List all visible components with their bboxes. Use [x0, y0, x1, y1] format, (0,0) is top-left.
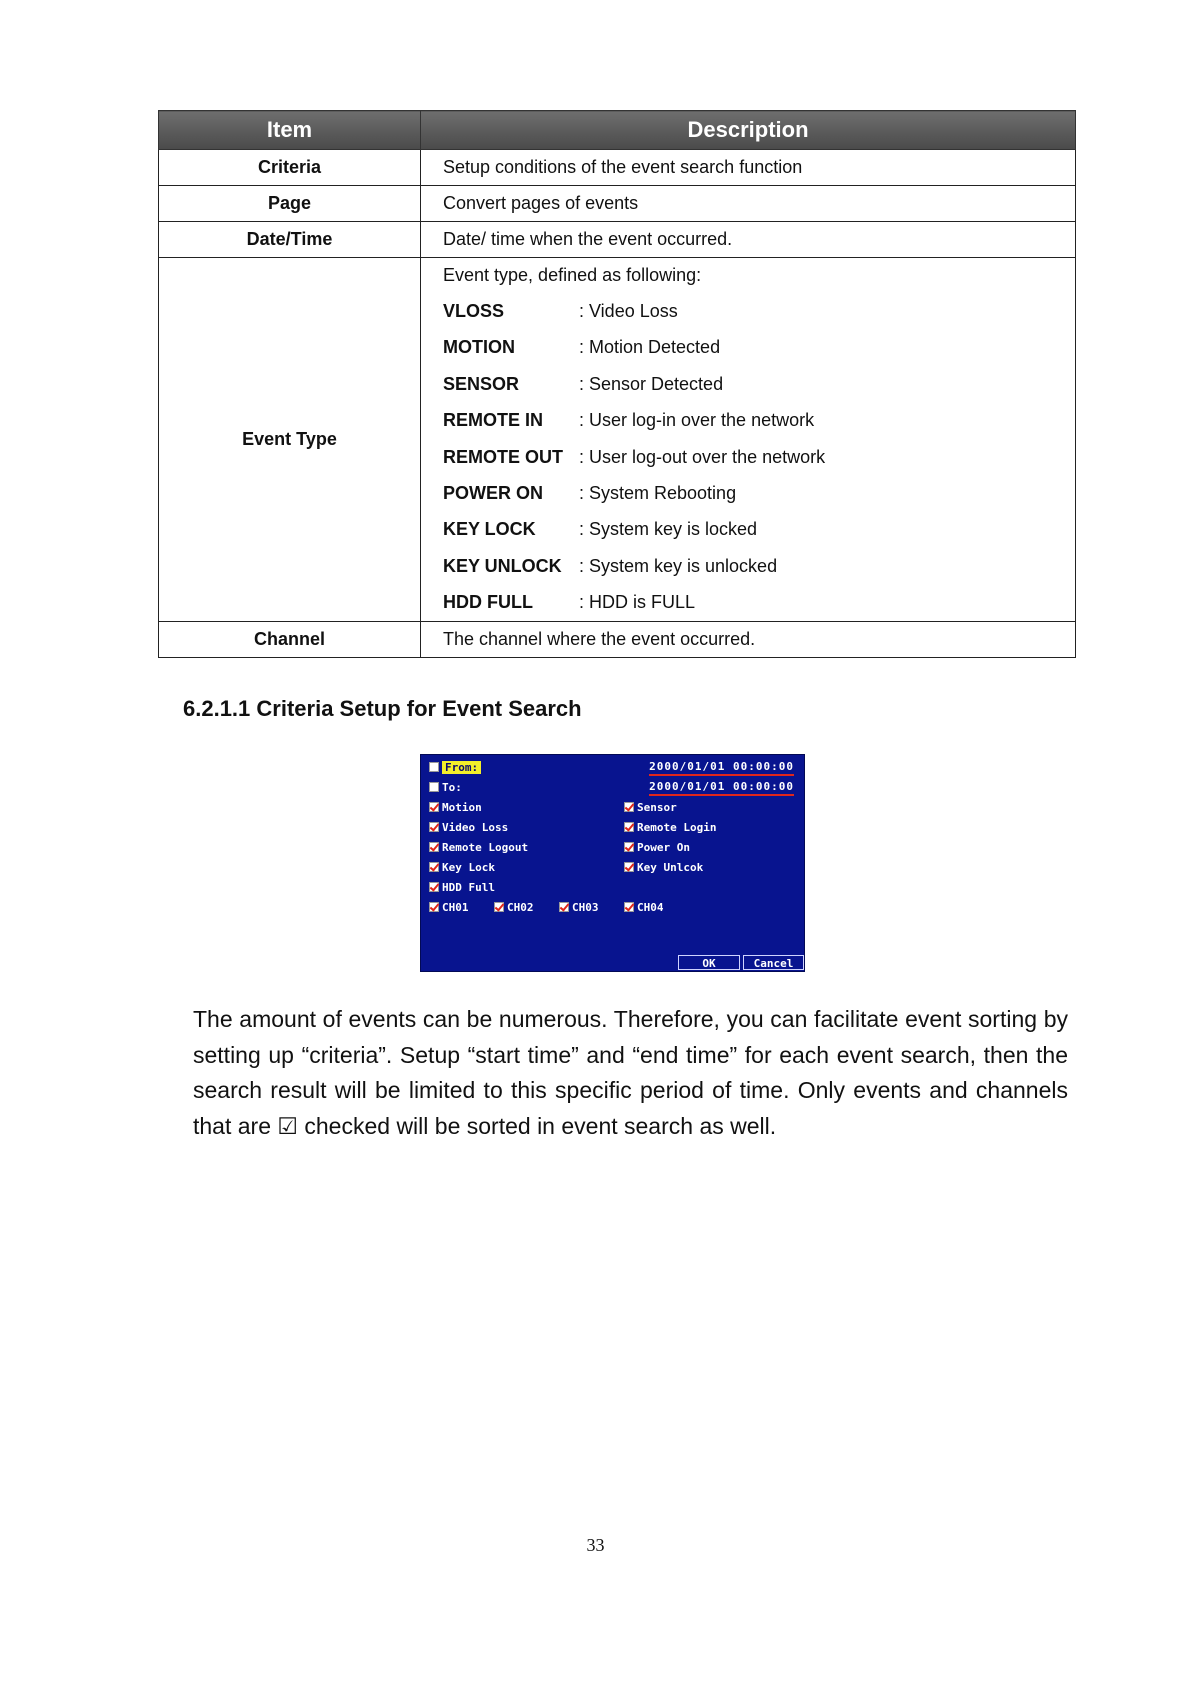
event-meaning: : System key is unlocked [579, 555, 778, 576]
channel-option-ch03[interactable] [559, 899, 599, 915]
event-code: REMOTE IN [443, 410, 544, 431]
event-meaning: : User log-out over the network [579, 446, 826, 467]
event-type-entry [443, 548, 1075, 584]
video-loss-option[interactable] [429, 819, 508, 835]
event-type-description [421, 258, 1076, 622]
from-datetime[interactable]: 2000/01/01 00:00:00 [649, 760, 794, 776]
event-code: HDD FULL [443, 592, 533, 613]
to-row[interactable] [429, 779, 462, 795]
page-number: 33 [586, 1535, 605, 1555]
motion-checkbox[interactable] [429, 802, 439, 812]
section-heading: 6.2.1.1 Criteria Setup for Event Search [183, 696, 582, 721]
hdd-full-label: HDD Full [442, 880, 495, 894]
row-description: Convert pages of events [421, 186, 1076, 222]
table-row [159, 621, 1076, 657]
event-type-entry [443, 584, 1075, 620]
ch04-label: CH04 [637, 900, 664, 914]
key-lock-label: Key Lock [442, 860, 495, 874]
sensor-option[interactable] [624, 799, 677, 815]
criteria-setup-screen [420, 754, 805, 972]
to-label: To: [442, 780, 462, 794]
row-item: Event Type [159, 258, 421, 622]
to-checkbox[interactable] [429, 782, 439, 792]
key-unlock-label: Key Unlcok [637, 860, 704, 874]
event-code: VLOSS [443, 301, 505, 321]
ok-button[interactable]: OK [678, 955, 740, 970]
event-type-entry [443, 329, 1075, 365]
remote-logout-checkbox[interactable] [429, 842, 439, 852]
event-type-intro: Event type, defined as following: [443, 265, 702, 285]
row-item: Page [159, 186, 421, 222]
event-meaning: : Motion Detected [579, 337, 721, 358]
cancel-button[interactable]: Cancel [743, 955, 804, 970]
channel-option-ch02[interactable] [494, 899, 534, 915]
event-code: POWER ON [443, 482, 544, 503]
ch02-label: CH02 [507, 900, 534, 914]
row-item: Criteria [159, 150, 421, 186]
event-code: KEY UNLOCK [443, 555, 562, 576]
ch02-checkbox[interactable] [494, 902, 504, 912]
motion-label: Motion [442, 800, 482, 814]
ch03-checkbox[interactable] [559, 902, 569, 912]
row-description: Date/ time when the event occurred. [421, 222, 1076, 258]
from-row[interactable] [429, 759, 481, 775]
body-paragraph: The amount of events can be numerous. Therefore, you can facilitate event sorting by setting up “criteria”. Setup “start time” and “end time” for each event search, then the search result will be limited to this specific period of time. Only events and channels that are ☑ checked will be sorted in event search as well. [193, 1006, 1068, 1139]
power-on-option[interactable] [624, 839, 690, 855]
remote-login-checkbox[interactable] [624, 822, 634, 832]
to-datetime[interactable]: 2000/01/01 00:00:00 [649, 780, 794, 796]
key-unlock-checkbox[interactable] [624, 862, 634, 872]
row-item: Date/Time [159, 222, 421, 258]
event-meaning: : HDD is FULL [579, 592, 696, 613]
remote-logout-option[interactable] [429, 839, 528, 855]
hdd-full-checkbox[interactable] [429, 882, 439, 892]
remote-logout-label: Remote Logout [442, 840, 529, 854]
from-checkbox[interactable] [429, 762, 439, 772]
row-description: The channel where the event occurred. [421, 621, 1076, 657]
event-description-table [158, 110, 1076, 658]
header-description: Description [421, 111, 1076, 150]
event-type-entry [443, 439, 1075, 475]
channel-option-ch04[interactable] [624, 899, 664, 915]
hdd-full-option[interactable] [429, 879, 495, 895]
event-meaning: : System key is locked [579, 519, 758, 540]
event-meaning: : System Rebooting [579, 482, 737, 503]
table-row-event-type [159, 258, 1076, 622]
video-loss-label: Video Loss [442, 820, 509, 834]
event-type-entry [443, 402, 1075, 438]
event-meaning: : User log-in over the network [579, 410, 815, 431]
channel-option-ch01[interactable] [429, 899, 469, 915]
event-meaning: : Video Loss [579, 301, 678, 321]
key-unlock-option[interactable] [624, 859, 703, 875]
sensor-label: Sensor [637, 800, 677, 814]
event-code: KEY LOCK [443, 519, 536, 540]
power-on-checkbox[interactable] [624, 842, 634, 852]
ch03-label: CH03 [572, 900, 599, 914]
ch01-checkbox[interactable] [429, 902, 439, 912]
remote-login-label: Remote Login [637, 820, 717, 834]
key-lock-checkbox[interactable] [429, 862, 439, 872]
event-code: REMOTE OUT [443, 446, 563, 467]
motion-option[interactable] [429, 799, 482, 815]
event-meaning: : Sensor Detected [579, 373, 724, 394]
event-code: SENSOR [443, 373, 520, 394]
table-row [159, 222, 1076, 258]
event-type-entry [443, 293, 1075, 329]
event-type-entry [443, 475, 1075, 511]
event-code: MOTION [443, 337, 515, 358]
table-row [159, 186, 1076, 222]
row-description: Setup conditions of the event search function [421, 150, 1076, 186]
ch01-label: CH01 [442, 900, 469, 914]
from-label: From: [442, 761, 481, 774]
table-row [159, 150, 1076, 186]
event-type-entry [443, 511, 1075, 547]
header-item: Item [159, 111, 421, 150]
table-header-row [159, 111, 1076, 150]
power-on-label: Power On [637, 840, 690, 854]
video-loss-checkbox[interactable] [429, 822, 439, 832]
row-item: Channel [159, 621, 421, 657]
sensor-checkbox[interactable] [624, 802, 634, 812]
event-type-entry [443, 366, 1075, 402]
ch04-checkbox[interactable] [624, 902, 634, 912]
remote-login-option[interactable] [624, 819, 716, 835]
key-lock-option[interactable] [429, 859, 495, 875]
